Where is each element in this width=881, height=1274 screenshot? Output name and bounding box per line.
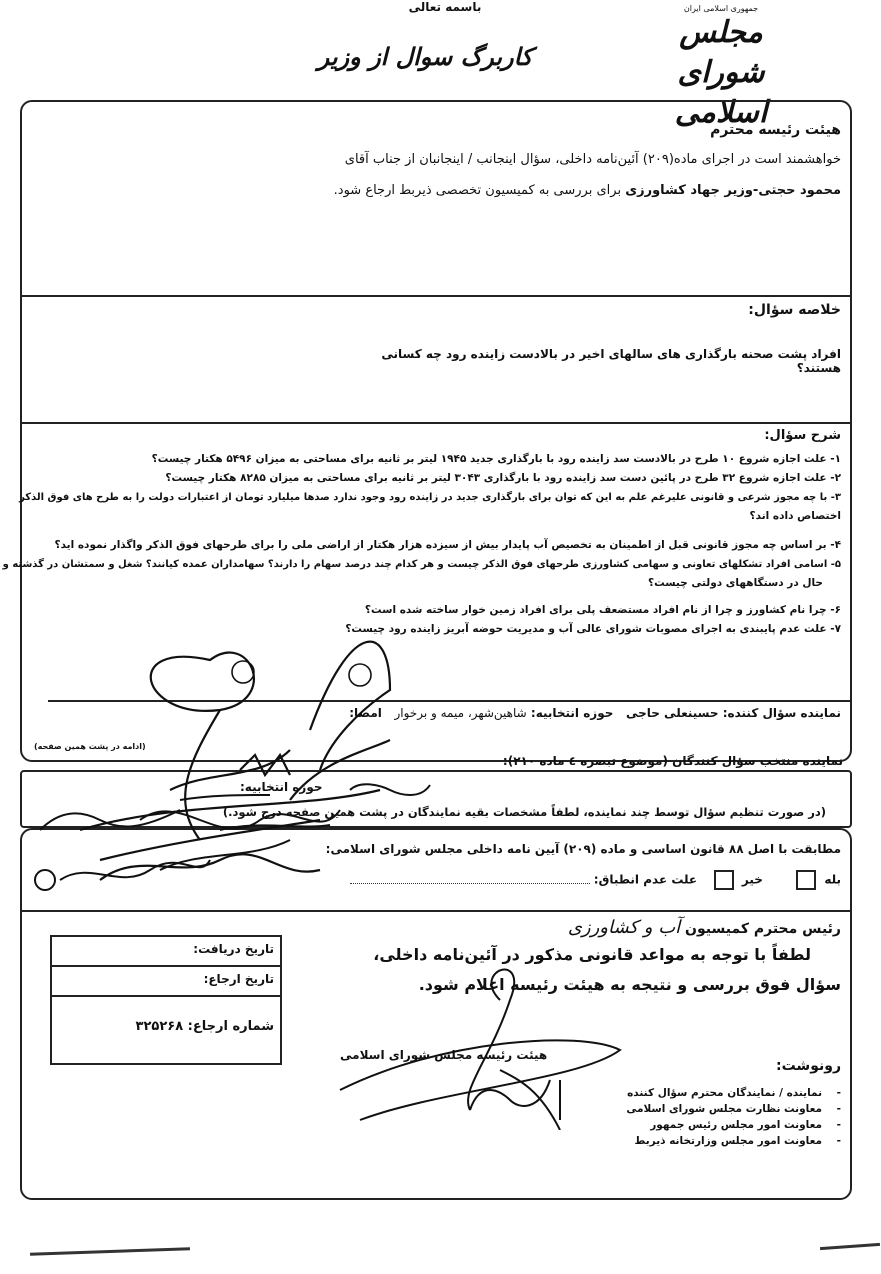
- questioner-name: حسینعلی حاجی: [625, 706, 719, 720]
- summary-text: افراد پشت صحنه بارگذاری های سالهای اخیر در بالادست زاینده رود چه کسانی هستند؟: [381, 347, 841, 375]
- signature-label: امضا:: [349, 706, 382, 720]
- copy-item: - نماینده / نمایندگان محترم سؤال کننده: [627, 1087, 841, 1099]
- copy-item: - معاونت امور مجلس وزارتخانه ذیربط: [634, 1135, 841, 1147]
- minister-name: محمود حجتی-وزیر جهاد کشاورزی: [625, 183, 841, 198]
- yes-checkbox[interactable]: [796, 870, 816, 890]
- question-item: حال در دستگاههای دولتی چیست؟: [647, 577, 823, 589]
- question-item: ۲- علت اجازه شروع ۳۲ طرح در پائین دست سد زاینده رود با بارگذاری ۳۰۴۳ لیتر بر ثانیه برای مساحتی به میزان ۸۲۸۵ هکتار چیست؟: [165, 472, 841, 484]
- page-edge: [820, 1243, 880, 1250]
- compliance-options: بله خیر علت عدم انطباق:: [350, 870, 841, 890]
- district-label: حوزه انتخابیه:: [240, 780, 323, 794]
- selected-rep-label: نماینده منتخب سؤال کنندگان (موضوع تبصره ٤ ماده ۲۱۰):: [502, 754, 843, 768]
- questioner-row: نماینده سؤال کننده: حسینعلی حاجی حوزه انتخابیه: شاهین‌شهر، میمه و برخوار امضا:: [349, 706, 841, 720]
- reason-label: علت عدم انطباق:: [593, 872, 698, 887]
- compliance-text: مطابقت با اصل ۸۸ قانون اساسی و ماده (۲۰۹) آیین نامه داخلی مجلس شورای اسلامی:: [325, 842, 841, 856]
- question-item: ۶- چرا نام کشاورز و چرا از نام افراد مستضعف پلی برای افراد زمین خوار ساخته شده است؟: [364, 604, 841, 616]
- commission-salutation: رئیس محترم کمیسیون آب و کشاورزی: [567, 917, 841, 938]
- divider: [22, 910, 850, 912]
- commission-line2: سؤال فوق بررسی و نتیجه به هیئت رئیسه اعلام شود.: [418, 975, 841, 994]
- page-edge: [30, 1247, 190, 1256]
- referral-date-row: تاریخ ارجاع:: [52, 967, 280, 997]
- summary-label: خلاصه سؤال:: [748, 302, 841, 318]
- request-line1: خواهشمند است در اجرای ماده(۲۰۹) آئین‌نامه داخلی، سؤال اینجانب / اینجانبان از جناب آقای: [344, 152, 841, 167]
- question-item: ۱- علت اجازه شروع ۱۰ طرح در بالادست سد زاینده رود با بارگذاری جدید ۱۹۴۵ لیتر بر ثانیه برای مساحتی به میزان ۵۴۹۶ هکتار چیست؟: [151, 453, 841, 465]
- continued-note: (ادامه در پشت همین صفحه): [34, 742, 146, 751]
- commission-signatory: هیئت رئیسه مجلس شورای اسلامی: [340, 1048, 548, 1062]
- question-item: ۷- علت عدم پایبندی به اجرای مصوبات شورای عالی آب و مدیریت حوضه آبریز زاینده رود چیست؟: [345, 623, 841, 635]
- form-title: کاربرگ سوال از وزیر: [317, 42, 533, 71]
- logo-text: مجلس شورای اسلامی: [674, 15, 768, 130]
- copies-label: رونوشت:: [776, 1058, 841, 1074]
- logo-top-text: جمهوری اسلامی ایران: [683, 4, 759, 13]
- referral-number: ۳۲۵۲۶۸: [135, 1019, 184, 1034]
- referral-number-row: شماره ارجاع: ۳۲۵۲۶۸: [135, 1019, 274, 1034]
- basmala: باسمه تعالی: [408, 0, 482, 14]
- divider: [22, 295, 850, 297]
- question-item: ۳- با چه مجوز شرعی و قانونی علیرغم علم به این که توان برای بارگذاری جدید در زاینده رود وجود ندارد صدها میلیارد تومان از اعتبارات دولت را به طرح های فوق الذکر: [19, 492, 841, 503]
- description-label: شرح سؤال:: [764, 428, 841, 443]
- selected-rep-frame: [20, 770, 852, 828]
- office-box: [50, 935, 282, 1065]
- salutation: هیئت رئیسه محترم: [710, 122, 841, 138]
- questioner-district: شاهین‌شهر، میمه و برخوار: [394, 706, 527, 720]
- question-list: [2, 450, 841, 639]
- copies-list: [626, 1085, 841, 1149]
- question-item: اختصاص داده اند؟: [749, 510, 841, 522]
- divider: [22, 422, 850, 424]
- question-item: ۵- اسامی افراد تشکلهای تعاونی و سهامی کشاورزی طرحهای فوق الذکر چیست و هر کدام چند درصد سهام را دارند؟ سهامداران عمده کیانند؟ شغل و سمتشان در گذشته و: [2, 559, 841, 570]
- reason-field[interactable]: [350, 883, 590, 884]
- copy-item: - معاونت نظارت مجلس شورای اسلامی: [626, 1103, 841, 1115]
- multi-rep-note: (در صورت تنظیم سؤال توسط چند نماینده، لطفاً مشخصات بقیه نمایندگان در پشت همین صفحه درج شود.): [222, 805, 826, 819]
- main-frame: [2, 100, 852, 762]
- received-date-row: تاریخ دریافت:: [52, 937, 280, 967]
- question-item: ۴- بر اساس چه مجوز قانونی قبل از اطمینان به تخصیص آب پایدار بیش از سیزده هزار هکتار از اراضی ملی را برای طرحهای فوق الذکر واگذار نموده اید؟: [54, 539, 841, 551]
- divider: [48, 700, 850, 702]
- request-line2: محمود حجتی-وزیر جهاد کشاورزی برای بررسی به کمیسیون تخصصی ذیربط ارجاع شود.: [333, 183, 841, 198]
- handwritten-commission: آب و کشاورزی: [567, 917, 681, 938]
- no-checkbox[interactable]: [714, 870, 734, 890]
- copy-item: - معاونت امور مجلس رئیس جمهور: [650, 1119, 841, 1131]
- commission-line1: لطفاً با توجه به مواعد قانونی مذکور در آئین‌نامه داخلی،: [373, 945, 811, 964]
